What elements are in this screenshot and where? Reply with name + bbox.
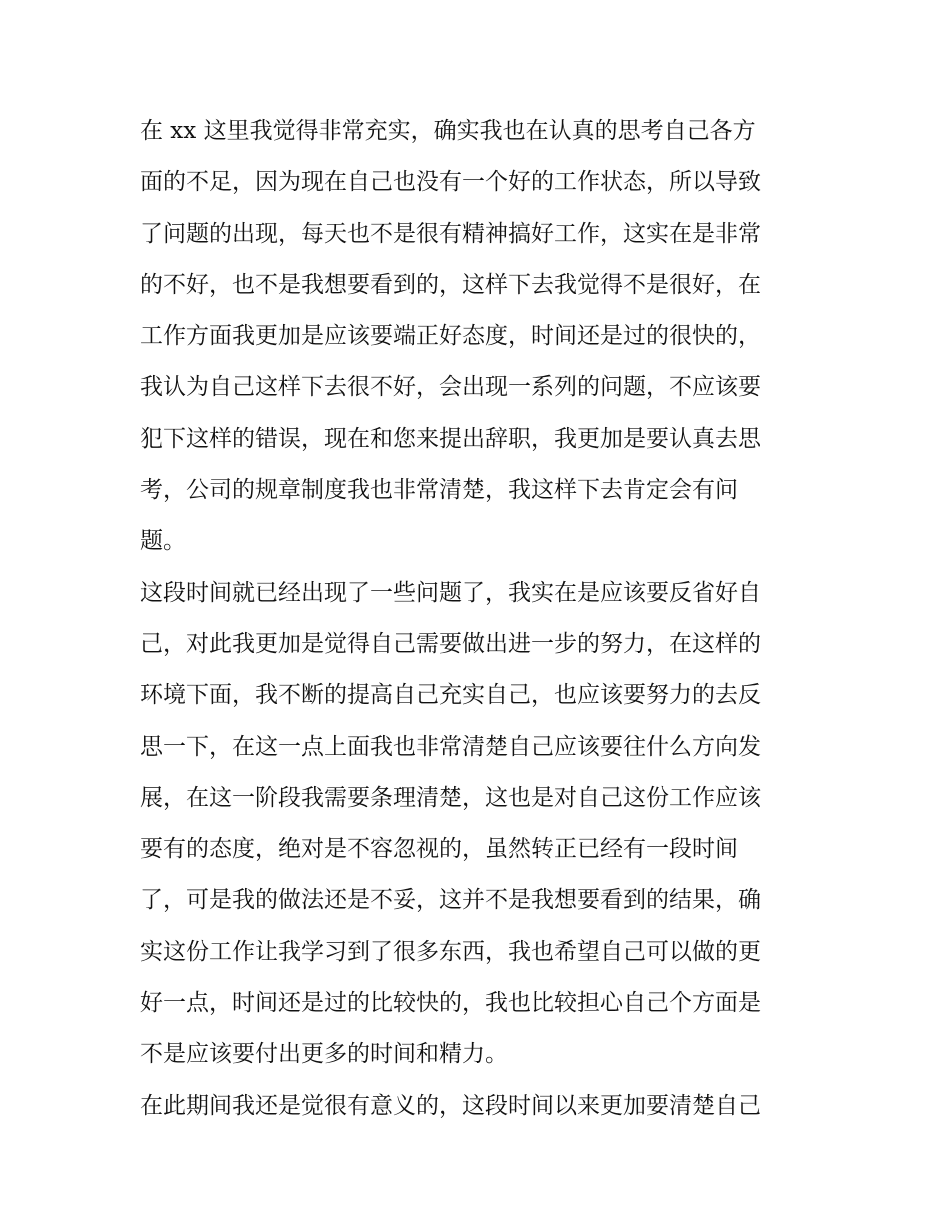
paragraph-3 (140, 1081, 820, 1132)
text-line: 面的不足，因为现在自己也没有一个好的工作状态，所以导致 (140, 169, 761, 196)
text-line: 考，公司的规章制度我也非常清楚，我这样下去肯定会有问 (140, 477, 738, 504)
text-line: 了问题的出现，每天也不是很有精神搞好工作，这实在是非常 (140, 220, 761, 247)
document-body (140, 106, 820, 1132)
text-line: 的不好，也不是我想要看到的，这样下去我觉得不是很好，在 (140, 271, 761, 298)
text-line: 我认为自己这样下去很不好，会出现一系列的问题，不应该要 (140, 374, 761, 401)
text-line: 题。 (140, 528, 186, 555)
text-line: 这段时间就已经出现了一些问题了，我实在是应该要反省好自 (140, 579, 761, 606)
text-line: 好一点，时间还是过的比较快的，我也比较担心自己个方面是 (140, 990, 761, 1017)
text-line: 在此期间我还是觉很有意义的，这段时间以来更加要清楚自己 (140, 1092, 761, 1119)
text-line: 在 xx 这里我觉得非常充实，确实我也在认真的思考自己各方 (140, 118, 756, 144)
text-line: 思一下，在这一点上面我也非常清楚自己应该要往什么方向发 (140, 733, 761, 760)
text-line: 环境下面，我不断的提高自己充实自己，也应该要努力的去反 (140, 682, 761, 709)
text-line: 不是应该要付出更多的时间和精力。 (140, 1041, 508, 1068)
text-line: 实这份工作让我学习到了很多东西，我也希望自己可以做的更 (140, 938, 761, 965)
text-line: 要有的态度，绝对是不容忽视的，虽然转正已经有一段时间 (140, 836, 738, 863)
text-line: 展，在这一阶段我需要条理清楚，这也是对自己这份工作应该 (140, 784, 761, 811)
text-line: 工作方面我更加是应该要端正好态度，时间还是过的很快的， (140, 323, 761, 350)
text-line: 犯下这样的错误，现在和您来提出辞职，我更加是要认真去思 (140, 425, 761, 452)
paragraph-2 (140, 568, 820, 1081)
paragraph-1 (140, 106, 820, 568)
text-line: 了，可是我的做法还是不妥，这并不是我想要看到的结果，确 (140, 887, 761, 914)
text-line: 己，对此我更加是觉得自己需要做出进一步的努力，在这样的 (140, 630, 761, 657)
